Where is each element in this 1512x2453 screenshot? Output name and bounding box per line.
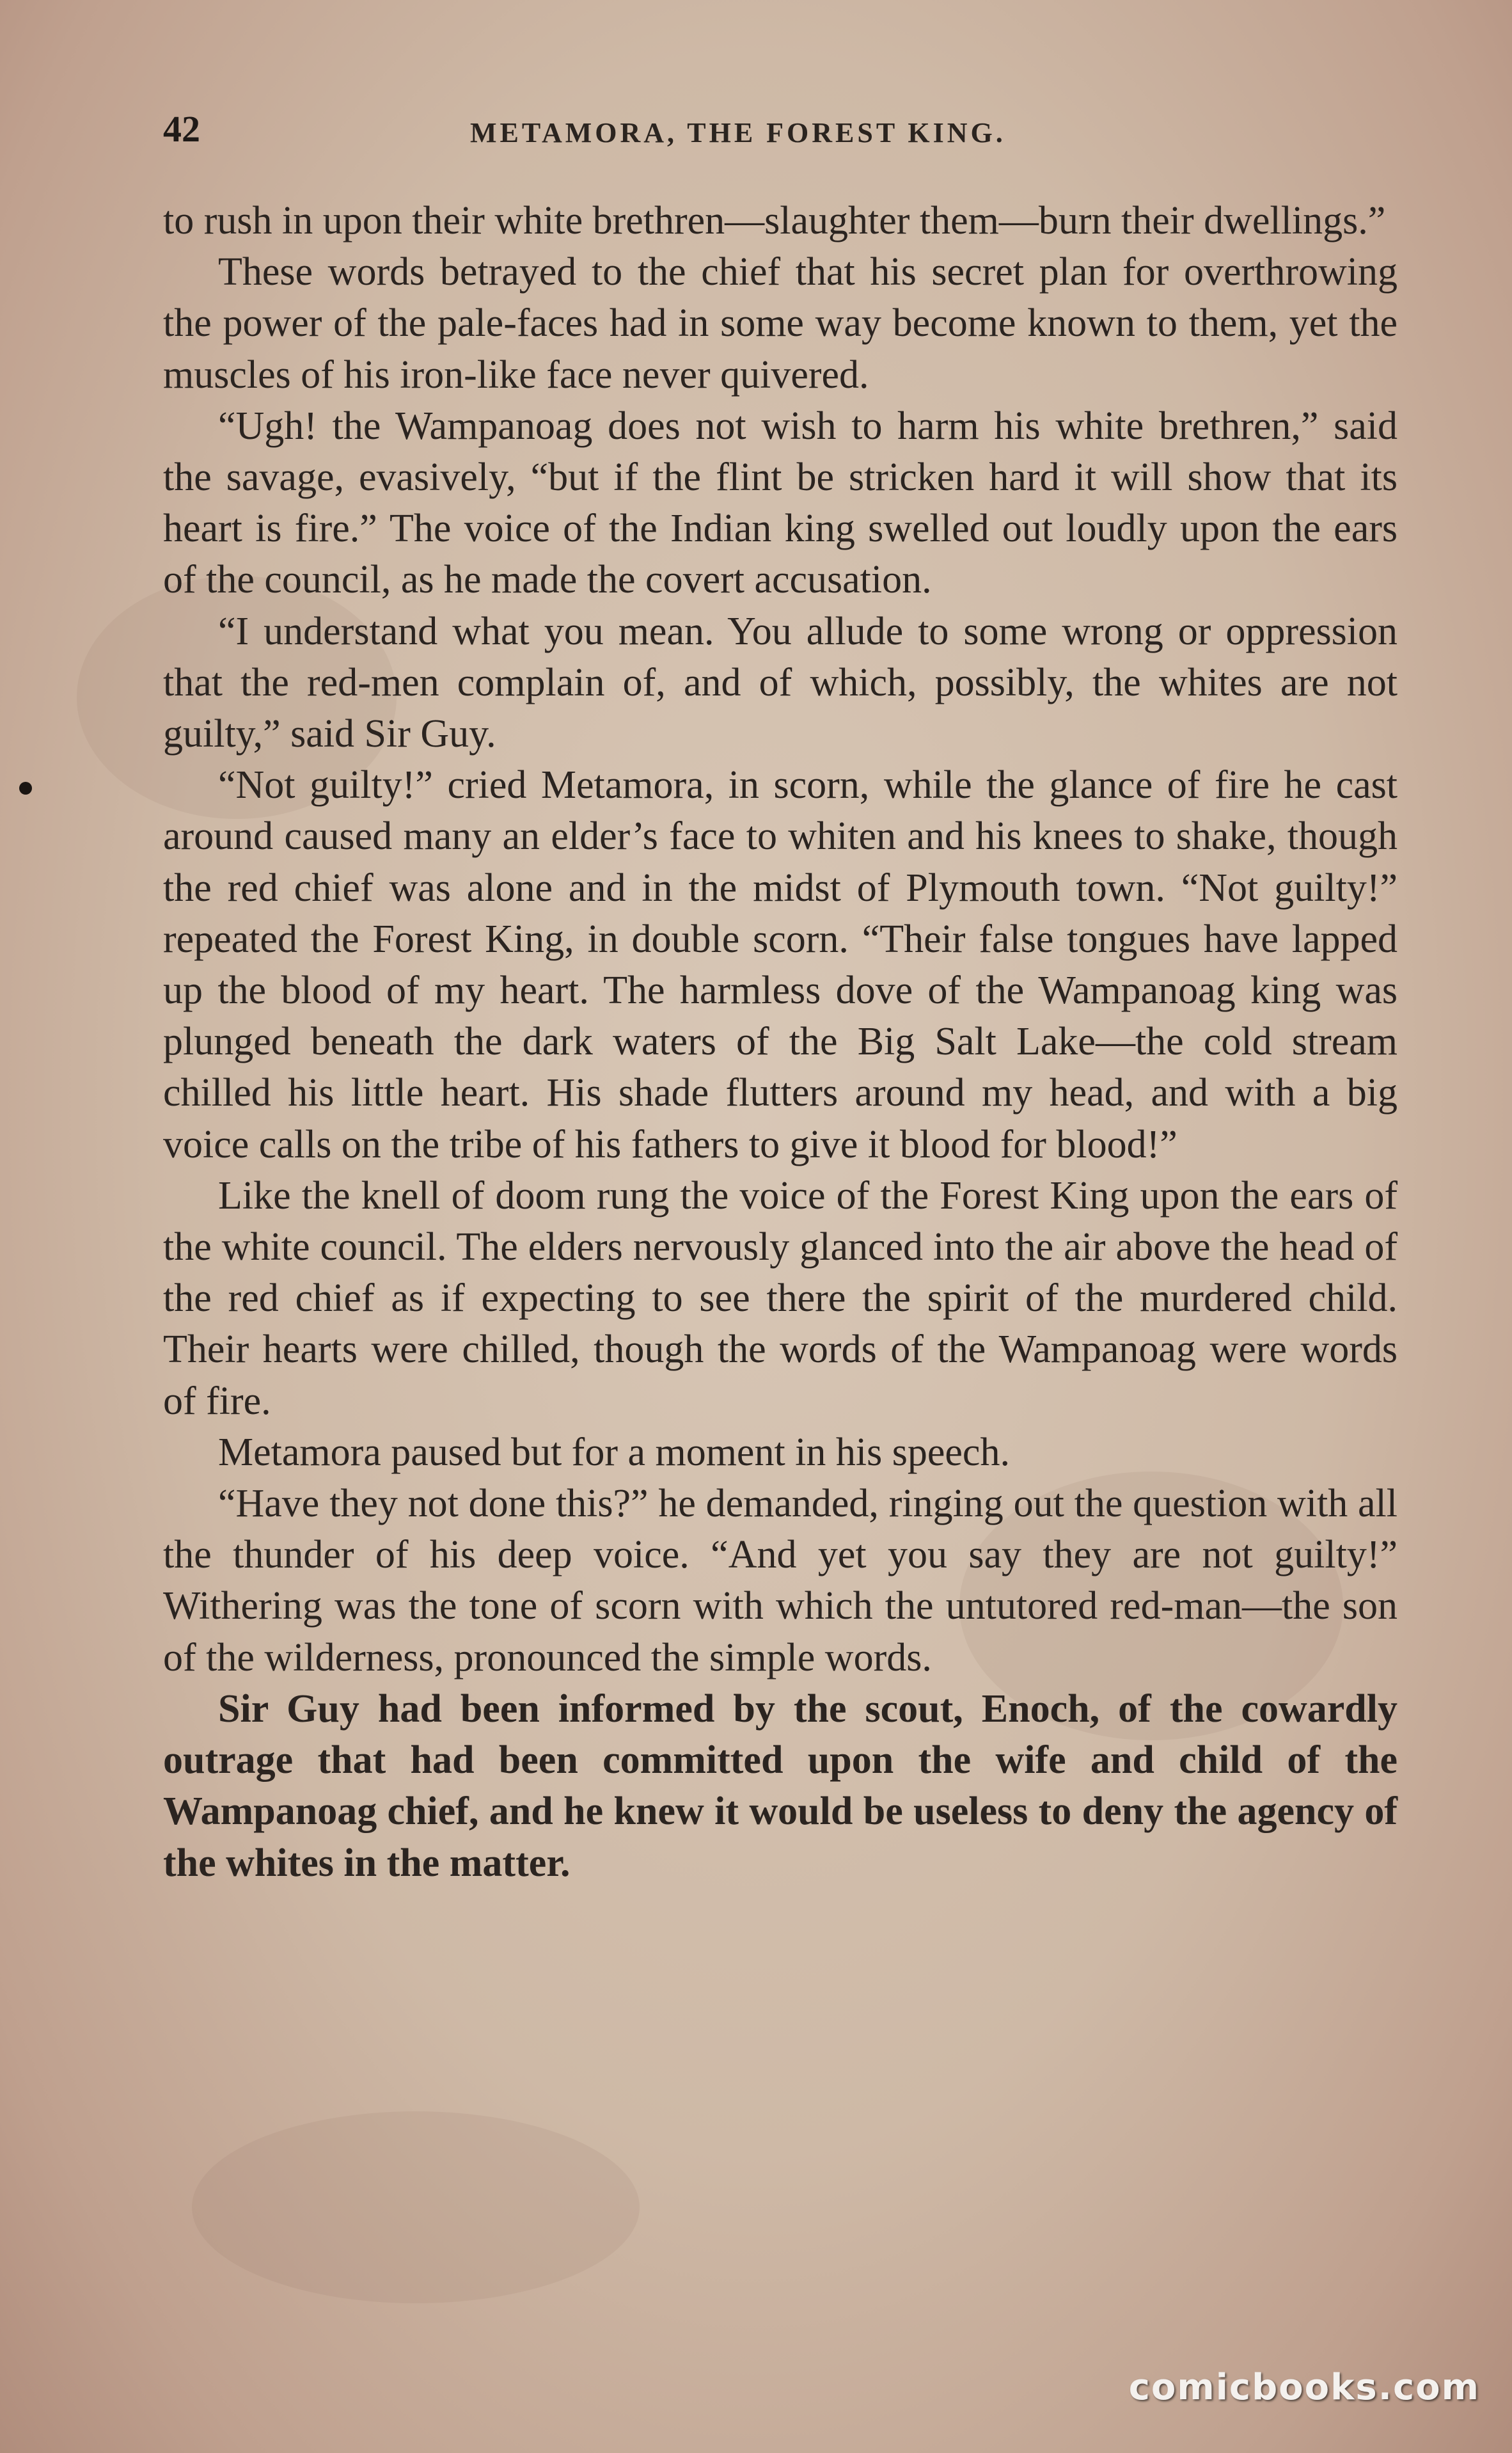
paper-stain xyxy=(192,2111,640,2303)
paragraph: “Ugh! the Wampanoag does not wish to harm his white brethren,” said the savage, evasively, “but if the flint be stricken hard it will show that its heart is fire.” The voice of the Indian king swelled out loudly upon the ears of the council, as he made the covert accusation. xyxy=(163,404,1398,602)
body-text xyxy=(163,195,1398,1889)
watermark: comicbooks.com xyxy=(1128,2367,1480,2408)
page-header xyxy=(163,107,1398,159)
page-number: 42 xyxy=(163,108,200,150)
paragraph: “I understand what you mean. You allude to some wrong or oppression that the red-men complain of, and of which, possibly, the whites are not guilty,” said Sir Guy. xyxy=(163,609,1398,756)
paragraph: Sir Guy had been informed by the scout, Enoch, of the cowardly outrage that had been committed upon the wife and child of the Wampanoag chief, and he knew it would be useless to deny the agency of the whites in the matter. xyxy=(163,1687,1398,1885)
paragraph: Like the knell of doom rung the voice of the Forest King upon the ears of the white council. The elders nervously glanced into the air above the head of the red chief as if expecting to see there the spirit of the murdered child. Their hearts were chilled, though the words of the Wampanoag were words of fire. xyxy=(163,1173,1398,1423)
paragraph: These words betrayed to the chief that his secret plan for overthrowing the power of the pale-faces had in some way become known to them, yet the muscles of his iron-like face never quivered. xyxy=(163,250,1398,397)
running-title: METAMORA, THE FOREST KING. xyxy=(470,117,1006,148)
paragraph: to rush in upon their white brethren—slaughter them—burn their dwellings.” xyxy=(163,199,1386,242)
paragraph: “Not guilty!” cried Metamora, in scorn, while the glance of fire he cast around caused many an elder’s face to whiten and his knees to shake, though the red chief was alone and in the midst of Plymouth town. “Not guilty!” repeated the Forest King, in double scorn. “Their false tongues have lapped up the blood of my heart. The harmless dove of the Wampanoag king was plunged beneath the dark waters of the Big Salt Lake—the cold stream chilled his little heart. His shade flutters around my head, and with a big voice calls on the tribe of his fathers to give it blood for blood!” xyxy=(163,763,1398,1166)
paragraph: Metamora paused but for a moment in his speech. xyxy=(218,1430,1010,1474)
paragraph: “Have they not done this?” he demanded, ringing out the question with all the thunder of his deep voice. “And yet you say they are not guilty!” Withering was the tone of scorn with which the untutored red-man—the son of the wilderness, pronounced the simple words. xyxy=(163,1482,1398,1679)
ink-spot xyxy=(19,782,32,795)
